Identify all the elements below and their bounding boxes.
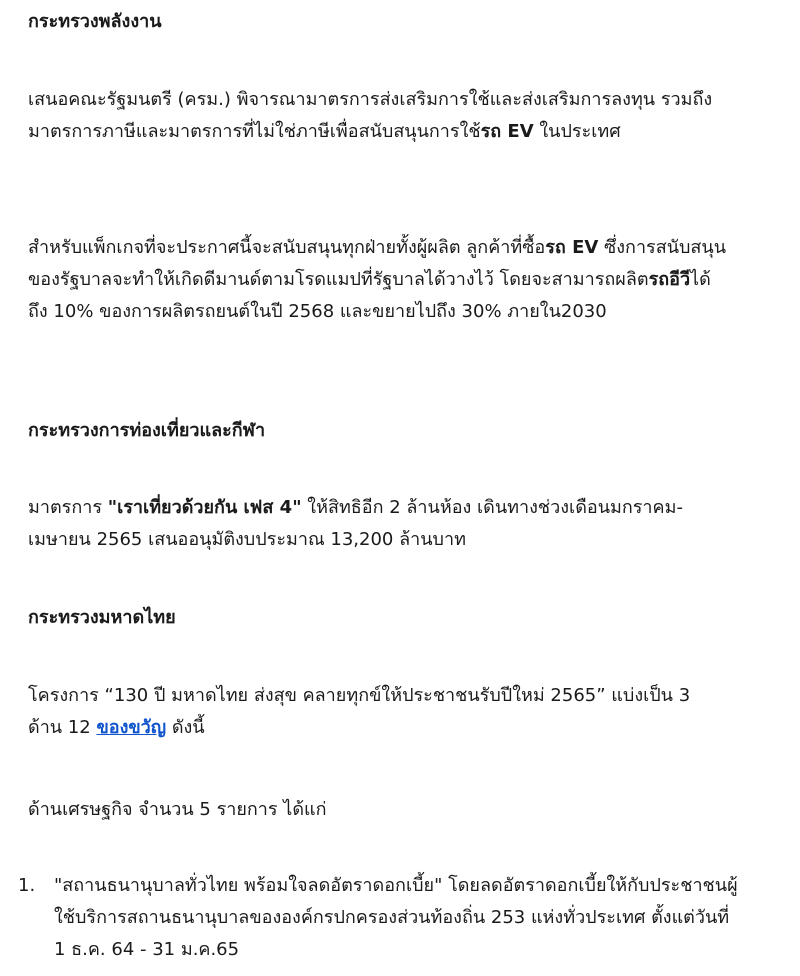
bold-ev-term: รถ EV xyxy=(480,121,534,142)
section-heading-tourism: กระทรวงการท่องเที่ยวและกีฬา xyxy=(28,420,266,441)
bold-campaign-name: "เราเที่ยวด้วยกัน เฟส 4" xyxy=(107,497,302,518)
section-heading-interior: กระทรวงมหาดไทย xyxy=(28,607,176,628)
economic-measures-list xyxy=(18,870,738,966)
list-item-number: 1. xyxy=(18,875,36,896)
paragraph-energy-ev-proposal xyxy=(28,84,728,148)
paragraph-text: ในประเทศ xyxy=(533,121,621,142)
paragraph-text: เสนอคณะรัฐมนตรี (ครม.) พิจารณามาตรการส่งเสริมการใช้และส่งเสริมการลงทุน รวมถึงมาตรการภาษีและมาตรการที่ไม่ใช่ภาษีเพื่อสนับสนุนการใช้ xyxy=(28,89,713,142)
paragraph-text: ดังนี้ xyxy=(166,717,205,738)
gifts-link[interactable]: ของขวัญ xyxy=(96,717,167,738)
paragraph-energy-package xyxy=(28,232,728,328)
bold-ev-term: รถ EV xyxy=(545,237,599,258)
list-item xyxy=(18,870,738,966)
paragraph-text: สำหรับแพ็กเกจที่จะประกาศนี้จะสนับสนุนทุกฝ่ายทั้งผู้ผลิต ลูกค้าที่ซื้อ xyxy=(28,237,546,258)
bold-ev-term: รถอีวี xyxy=(648,269,691,290)
section-heading-energy: กระทรวงพลังงาน xyxy=(28,11,162,32)
paragraph-text: มาตรการ xyxy=(28,497,108,518)
paragraph-interior-project xyxy=(28,680,728,744)
paragraph-text: ให้สิทธิอีก 2 ล้านห้อง เดินทางช่วงเดือนมกราคม-เมษายน 2565 เสนออนุมัติงบประมาณ 13,200 ล้านบาท xyxy=(28,497,683,550)
paragraph-text: ได้ถึง 10% ของการผลิตรถยนต์ในปี 2568 และขยายไปถึง 30% ภายใน2030 xyxy=(28,269,711,322)
paragraph-text: โครงการ “130 ปี มหาดไทย ส่งสุข คลายทุกข์ให้ประชาชนรับปีใหม่ 2565” แบ่งเป็น 3 ด้าน 12 xyxy=(28,685,691,738)
paragraph-tourism-campaign xyxy=(28,492,728,556)
paragraph-economic-items: ด้านเศรษฐกิจ จำนวน 5 รายการ ได้แก่ xyxy=(28,799,327,820)
paragraph-text: ซึ่งการสนับสนุนของรัฐบาลจะทำให้เกิดดีมานด์ตามโรดแมปที่รัฐบาลได้วางไว้ โดยจะสามารถผลิต xyxy=(28,237,727,290)
list-item-text: "สถานธนานุบาลทั่วไทย พร้อมใจลดอัตราดอกเบี้ย" โดยลดอัตราดอกเบี้ยให้กับประชาชนผู้ใช้บริการสถานธนานุบาลขององค์กรปกครองส่วนท้องถิ่น 253 แห่งทั่วประเทศ ตั้งแต่วันที่ 1 ธ.ค. 64 - 31 ม.ค.65 xyxy=(54,875,738,960)
